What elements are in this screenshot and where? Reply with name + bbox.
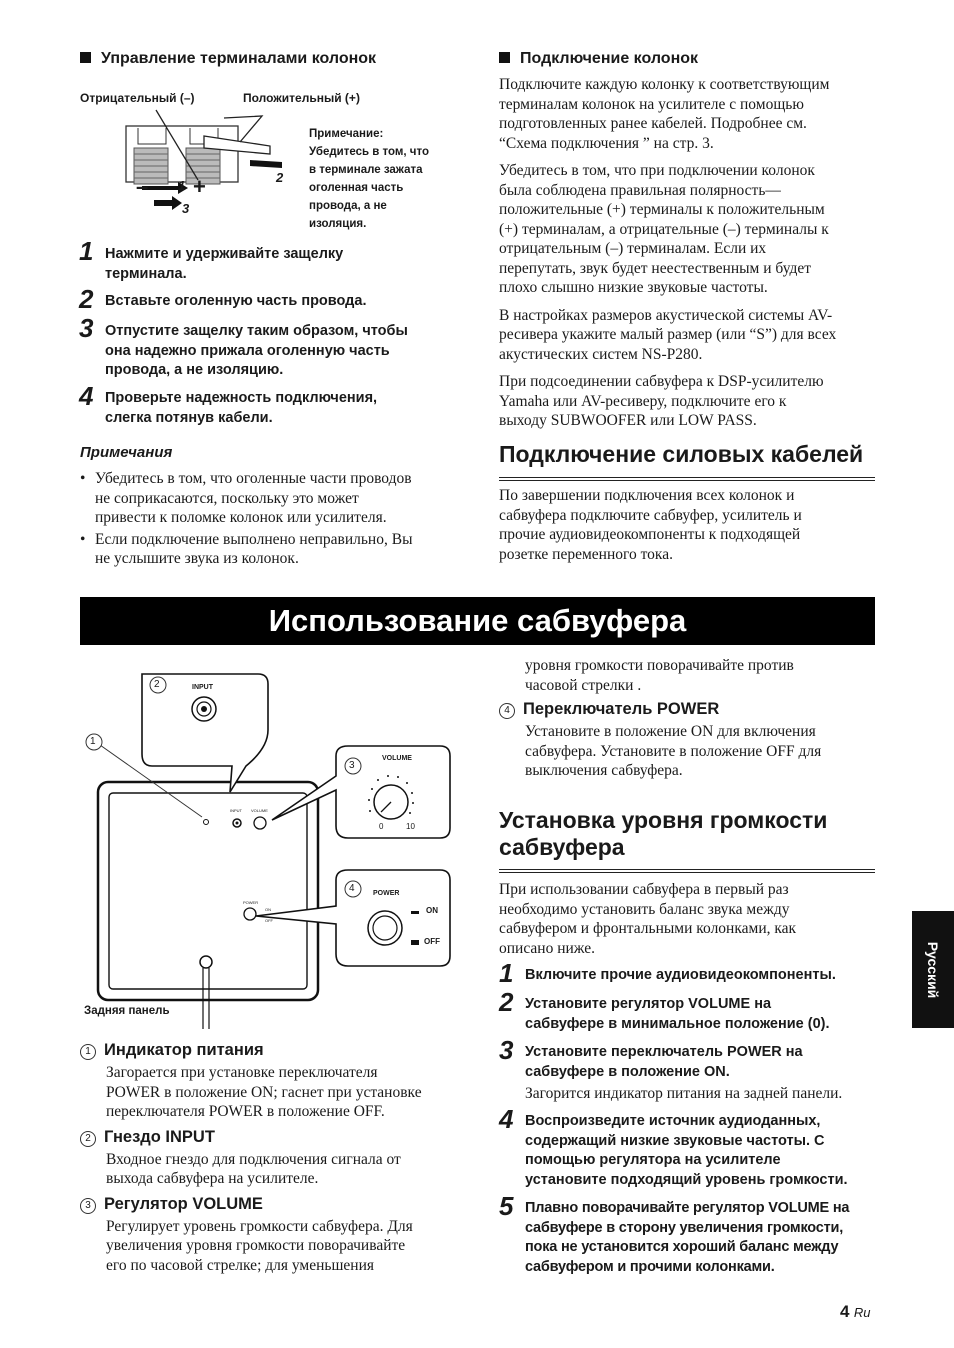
speaker-connection-heading: Подключение колонок [499,50,698,68]
fig-mark-3: 3 [182,201,190,216]
rear-panel-caption: Задняя панель [84,1005,170,1017]
step-number: 3 [79,313,94,343]
bullet-icon: • [80,530,86,548]
volume-setup-heading: Установка уровня громкости сабвуфера [499,807,828,860]
panel-power-label: POWER [243,900,259,905]
step-text: Отпустите защелку таким образом, чтобы она надежно прижала оголенную часть провода, а не изоляцию. [105,323,408,378]
item-input-jack: 2 Гнездо INPUT Входное гнездо для подключения сигнала от выхода сабвуфера на усилителе. [80,1128,465,1189]
panel-on-label: ON [265,907,271,912]
volume-min: 0 [379,822,384,831]
item-list [80,1041,465,1275]
step-text: Вставьте оголенную часть провода. [105,293,367,309]
language-side-tab: Русский [912,911,954,1028]
volume-continuation: уровня громкости поворачивайте против часовой стрелки . [525,657,794,694]
off-label: OFF [424,937,440,946]
page-number: 4 Ru [840,1302,871,1321]
square-bullet-icon [499,52,510,63]
item-power-indicator: 1 Индикатор питания Загорается при установке переключателя POWER в положение ON; гаснет при установке переключателя POWER в положение OFF. [80,1041,465,1122]
note-item: • Убедитесь в том, что оголенные части проводов не соприкасаются, поскольку это может привести к поломке колонок или усилителя. [80,470,412,526]
rear-panel-illustration [80,662,472,1032]
step-text: Установите переключатель POWER на сабвуфере в положение ON. [525,1044,803,1080]
step-subtext: Загорится индикатор питания на задней панели. [525,1085,843,1102]
step-number: 3 [499,1035,514,1065]
input-label: INPUT [192,684,213,691]
square-bullet-icon [80,52,91,63]
speaker-terminal-illustration [120,108,295,220]
item-volume-control: 3 Регулятор VOLUME Регулирует уровень громкости сабвуфера. Для увеличения уровня громкости поворачивайте его по часовой стрелке; для уменьшения [80,1195,465,1276]
callout-1: 1 [90,736,96,747]
paragraph: Убедитесь в том, что при подключении колонок была соблюдена правильная полярность— положительные (+) терминалы к положительным (+) терминалам, а отрицательные (–) терминалы к отрицательным (–) терминалам. Если их перепутать, звук будет неестественным и будет плохо слышно низкие звуковые частоты. [499,162,829,296]
panel-volume-label: VOLUME [251,808,268,813]
fig-mark-2: 2 [276,170,284,185]
power-cables-heading: Подключение силовых кабелей [499,441,864,467]
step-number: 4 [499,1104,514,1134]
paragraph: В настройках размеров акустической системы AV- ресивера укажите малый размер (или “S”) для всех акустических систем NS-P280. [499,306,837,363]
item-power-switch: 4 Переключатель POWER Установите в положение ON для включения сабвуфера. Установите в положение OFF для выключения сабвуфера. [499,700,879,781]
step-text: Плавно поворачивайте регулятор VOLUME на сабвуфере в сторону увеличения громкости, пока не установится хороший баланс между сабвуфером и прочими колонками. [525,1200,850,1275]
step-text: Включите прочие аудиовидеокомпоненты. [525,967,836,983]
label-positive: Положительный (+) [243,91,360,105]
note-item: • Если подключение выполнено неправильно, Вы не услышите звука из колонок. [80,530,413,567]
plus-mark: + [193,174,206,199]
step-number: 1 [79,236,94,266]
fig-mark-1: 1 [178,178,186,193]
volume-max: 10 [406,822,415,831]
volume-setup-intro: При использовании сабвуфера в первый раз необходимо установить баланс звука между сабвуфером и фронтальными колонками, как описано ниже. [499,881,797,957]
step-number: 2 [79,284,94,314]
step-number: 5 [499,1191,514,1221]
speaker-connection-text [499,75,879,431]
power-cables-text: По завершении подключения всех колонок и сабвуфера подключите сабвуфер, усилитель и прочие аудиовидеокомпоненты к подходящей розетке переменного тока. [499,487,802,563]
notes-title: Примечания [80,444,173,461]
figure-note: Примечание: Убедитесь в том, что в терминале зажата оголенная часть провода, а не изоляция. [309,128,429,230]
power-label: POWER [373,890,400,897]
step-number: 2 [499,987,514,1017]
label-negative: Отрицательный (–) [80,91,195,105]
paragraph: При подсоединении сабвуфера к DSP-усилителю Yamaha или AV-ресиверу, подключите его к выходу SUBWOOFER или LOW PASS. [499,373,824,429]
heading-rule [499,869,875,873]
callout-3: 3 [349,760,355,771]
step-number: 4 [79,381,94,411]
step-text: Проверьте надежность подключения, слегка потянув кабели. [105,390,378,426]
minus-mark: – [136,174,149,199]
step-text: Нажмите и удерживайте защелку терминала. [105,246,344,282]
callout-2: 2 [154,679,160,690]
volume-label: VOLUME [382,755,412,762]
notes-list [80,469,460,569]
step-number: 1 [499,958,514,988]
section-banner: Использование сабвуфера [80,597,875,645]
paragraph: Подключите каждую колонку к соответствующим терминалам колонок на усилителе с помощью подготовленных ранее кабелей. Подробнее см. “Схема подключения ” на стр. 3. [499,76,830,152]
step-text: Установите регулятор VOLUME на сабвуфере в минимальное положение (0). [525,996,830,1032]
callout-4: 4 [349,883,355,894]
bullet-icon: • [80,470,86,487]
panel-off-label: OFF [265,918,273,923]
speaker-terminals-heading: Управление терминалами колонок [80,50,376,68]
panel-input-label: INPUT [230,808,242,813]
on-label: ON [426,906,438,915]
step-text: Воспроизведите источник аудиоданных, содержащий низкие звуковые частоты. С помощью регулятора на усилителе установите подходящий уровень громкости. [525,1113,848,1188]
heading-rule [499,477,875,481]
